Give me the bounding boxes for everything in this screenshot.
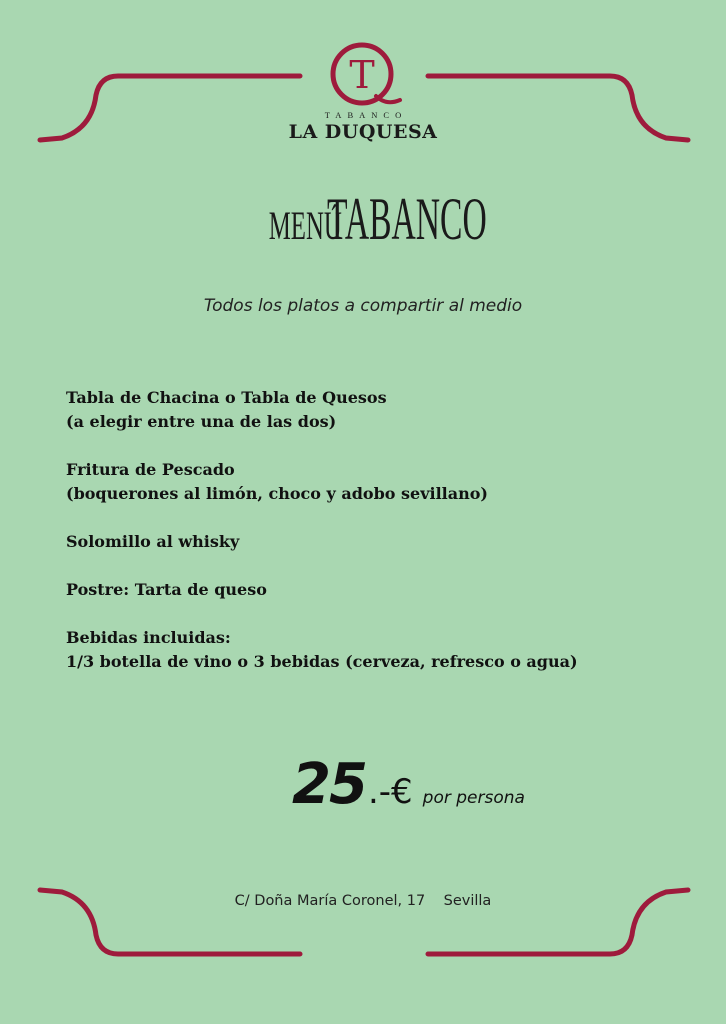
menu-item-2 [66,458,686,506]
menu-item-title: Solomillo al whisky [66,532,240,551]
logo-emblem-icon [318,40,408,108]
logo-letter: T [349,53,375,97]
logo [0,40,726,143]
menu-title [0,185,726,254]
price-currency: .-€ [367,772,413,812]
menu-item-detail: (a elegir entre una de las dos) [66,412,337,431]
address-city: Sevilla [443,893,492,909]
price-unit: por persona [422,788,525,808]
menu-item-4 [66,578,686,602]
logo-top-text: TABANCO [324,110,408,120]
menu-title-part1: MENÚ [268,203,342,248]
subtitle: Todos los platos a compartir al medio [203,296,523,316]
logo-main-text: LA DUQUESA [288,121,438,143]
menu-item-5 [66,626,686,674]
menu-title-part2: TABANCO [327,186,488,252]
menu-item-title: Fritura de Pescado [66,460,235,479]
price [292,752,525,817]
menu-item-title: Tabla de Chacina o Tabla de Quesos [66,388,387,407]
menu-item-title: Bebidas incluidas: [66,628,231,647]
menu-item-1 [66,386,686,434]
menu-item-3 [66,530,686,554]
menu-item-title: Postre: Tarta de queso [66,580,267,599]
menu-item-detail: 1/3 botella de vino o 3 bebidas (cerveza, refresco o agua) [66,652,578,671]
price-amount: 25 [292,752,366,817]
address [0,893,726,909]
menu-items [66,386,686,698]
menu-item-detail: (boquerones al limón, choco y adobo sevillano) [66,484,488,503]
address-street: C/ Doña María Coronel, 17 [234,893,426,909]
